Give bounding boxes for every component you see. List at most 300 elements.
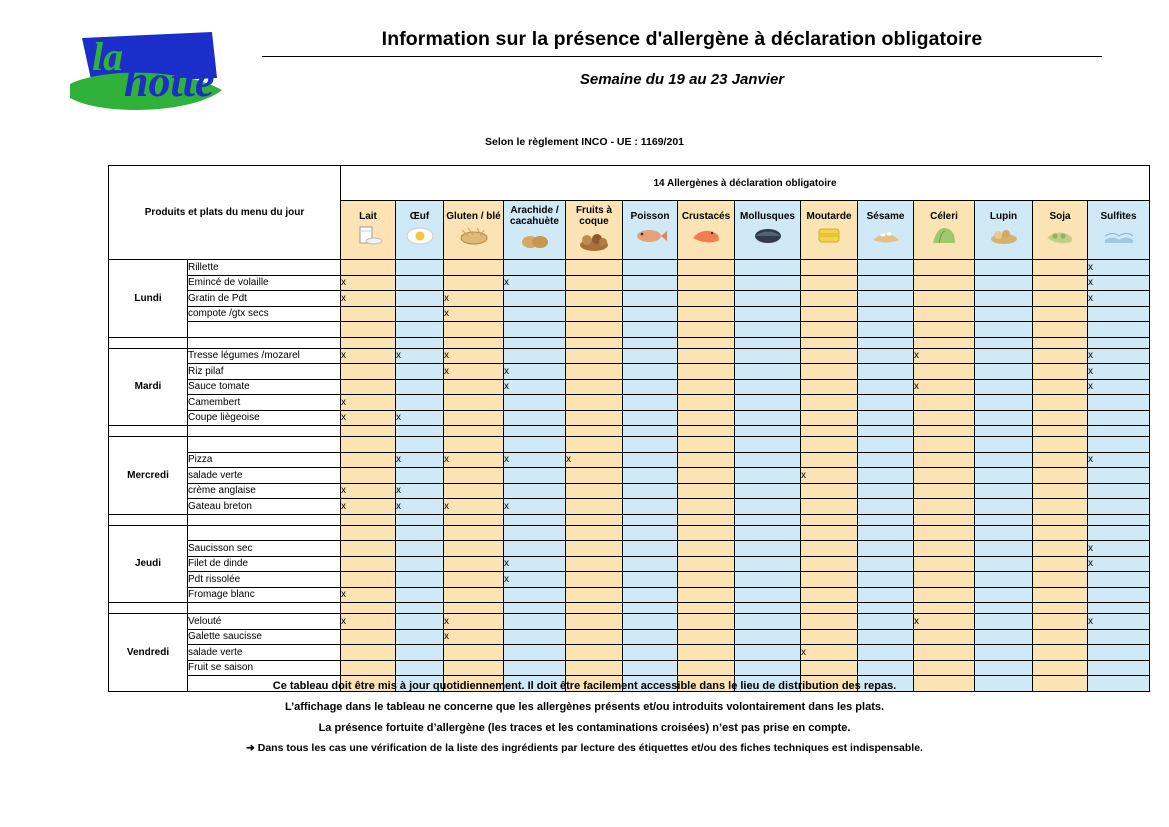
allergen-cell[interactable]: x	[341, 275, 396, 291]
allergen-cell[interactable]	[678, 587, 735, 603]
allergen-cell[interactable]	[975, 645, 1033, 661]
allergen-cell[interactable]	[566, 541, 623, 557]
allergen-cell[interactable]	[858, 660, 914, 676]
allergen-cell[interactable]	[801, 499, 858, 515]
allergen-cell[interactable]	[975, 260, 1033, 276]
allergen-cell[interactable]	[1088, 660, 1150, 676]
allergen-cell[interactable]	[1033, 483, 1088, 499]
allergen-cell[interactable]	[735, 437, 801, 453]
allergen-cell[interactable]: x	[504, 452, 566, 468]
allergen-cell[interactable]	[1033, 645, 1088, 661]
allergen-cell[interactable]	[1033, 410, 1088, 426]
allergen-cell[interactable]	[444, 322, 504, 338]
allergen-cell[interactable]	[623, 275, 678, 291]
allergen-cell[interactable]	[801, 364, 858, 380]
allergen-cell[interactable]	[678, 483, 735, 499]
allergen-cell[interactable]	[623, 348, 678, 364]
allergen-cell[interactable]	[678, 645, 735, 661]
allergen-cell[interactable]	[396, 572, 444, 588]
allergen-cell[interactable]: x	[444, 629, 504, 645]
allergen-cell[interactable]	[735, 572, 801, 588]
allergen-cell[interactable]	[623, 499, 678, 515]
allergen-cell[interactable]	[623, 614, 678, 630]
allergen-cell[interactable]	[858, 260, 914, 276]
allergen-cell[interactable]	[1033, 541, 1088, 557]
allergen-cell[interactable]	[623, 572, 678, 588]
allergen-cell[interactable]	[858, 483, 914, 499]
allergen-cell[interactable]	[623, 525, 678, 541]
allergen-cell[interactable]	[396, 306, 444, 322]
allergen-cell[interactable]	[504, 395, 566, 411]
allergen-cell[interactable]	[801, 306, 858, 322]
allergen-cell[interactable]	[623, 587, 678, 603]
allergen-cell[interactable]	[801, 348, 858, 364]
allergen-cell[interactable]	[914, 468, 975, 484]
allergen-cell[interactable]	[504, 348, 566, 364]
allergen-cell[interactable]	[566, 525, 623, 541]
allergen-cell[interactable]	[735, 348, 801, 364]
allergen-cell[interactable]	[735, 275, 801, 291]
allergen-cell[interactable]	[914, 541, 975, 557]
allergen-cell[interactable]: x	[801, 468, 858, 484]
allergen-cell[interactable]	[1088, 629, 1150, 645]
allergen-cell[interactable]: x	[396, 483, 444, 499]
allergen-cell[interactable]	[566, 645, 623, 661]
allergen-cell[interactable]	[444, 483, 504, 499]
allergen-cell[interactable]	[566, 556, 623, 572]
allergen-cell[interactable]	[1033, 556, 1088, 572]
allergen-cell[interactable]	[566, 468, 623, 484]
allergen-cell[interactable]	[444, 572, 504, 588]
allergen-cell[interactable]	[504, 306, 566, 322]
allergen-cell[interactable]	[735, 468, 801, 484]
allergen-cell[interactable]	[914, 306, 975, 322]
allergen-cell[interactable]	[396, 291, 444, 307]
allergen-cell[interactable]	[1088, 572, 1150, 588]
allergen-cell[interactable]	[678, 452, 735, 468]
allergen-cell[interactable]	[678, 437, 735, 453]
allergen-cell[interactable]: x	[444, 348, 504, 364]
allergen-cell[interactable]	[975, 348, 1033, 364]
allergen-cell[interactable]	[396, 525, 444, 541]
allergen-cell[interactable]	[341, 541, 396, 557]
allergen-cell[interactable]	[504, 468, 566, 484]
allergen-cell[interactable]	[735, 525, 801, 541]
allergen-cell[interactable]	[1088, 587, 1150, 603]
allergen-cell[interactable]: x	[341, 410, 396, 426]
allergen-cell[interactable]	[623, 291, 678, 307]
allergen-cell[interactable]	[396, 660, 444, 676]
allergen-cell[interactable]	[1033, 525, 1088, 541]
allergen-cell[interactable]	[735, 379, 801, 395]
allergen-cell[interactable]: x	[1088, 275, 1150, 291]
allergen-cell[interactable]	[801, 437, 858, 453]
allergen-cell[interactable]	[623, 260, 678, 276]
allergen-cell[interactable]	[566, 395, 623, 411]
allergen-cell[interactable]	[504, 629, 566, 645]
allergen-cell[interactable]	[975, 275, 1033, 291]
allergen-cell[interactable]	[566, 275, 623, 291]
allergen-cell[interactable]: x	[396, 499, 444, 515]
allergen-cell[interactable]	[975, 291, 1033, 307]
allergen-cell[interactable]	[623, 629, 678, 645]
allergen-cell[interactable]	[678, 379, 735, 395]
allergen-cell[interactable]	[341, 556, 396, 572]
allergen-cell[interactable]	[341, 660, 396, 676]
allergen-cell[interactable]	[735, 322, 801, 338]
allergen-cell[interactable]	[914, 645, 975, 661]
allergen-cell[interactable]	[858, 572, 914, 588]
allergen-cell[interactable]	[914, 629, 975, 645]
allergen-cell[interactable]	[623, 556, 678, 572]
allergen-cell[interactable]: x	[1088, 452, 1150, 468]
allergen-cell[interactable]	[678, 572, 735, 588]
allergen-cell[interactable]	[801, 483, 858, 499]
allergen-cell[interactable]	[444, 541, 504, 557]
allergen-cell[interactable]	[914, 275, 975, 291]
allergen-cell[interactable]	[858, 556, 914, 572]
allergen-cell[interactable]	[975, 437, 1033, 453]
allergen-cell[interactable]	[735, 291, 801, 307]
allergen-cell[interactable]	[1033, 660, 1088, 676]
allergen-cell[interactable]	[975, 541, 1033, 557]
allergen-cell[interactable]	[858, 614, 914, 630]
allergen-cell[interactable]	[678, 410, 735, 426]
allergen-cell[interactable]	[566, 291, 623, 307]
allergen-cell[interactable]	[566, 348, 623, 364]
allergen-cell[interactable]	[914, 556, 975, 572]
allergen-cell[interactable]: x	[914, 348, 975, 364]
allergen-cell[interactable]	[1033, 587, 1088, 603]
allergen-cell[interactable]: x	[444, 452, 504, 468]
allergen-cell[interactable]	[678, 525, 735, 541]
allergen-cell[interactable]	[858, 348, 914, 364]
allergen-cell[interactable]	[566, 437, 623, 453]
allergen-cell[interactable]	[504, 291, 566, 307]
allergen-cell[interactable]	[975, 452, 1033, 468]
allergen-cell[interactable]	[975, 587, 1033, 603]
allergen-cell[interactable]	[1033, 572, 1088, 588]
allergen-cell[interactable]: x	[504, 499, 566, 515]
allergen-cell[interactable]	[914, 260, 975, 276]
allergen-cell[interactable]	[975, 499, 1033, 515]
allergen-cell[interactable]	[1088, 499, 1150, 515]
allergen-cell[interactable]	[801, 587, 858, 603]
allergen-cell[interactable]	[623, 660, 678, 676]
allergen-cell[interactable]	[1088, 322, 1150, 338]
allergen-cell[interactable]	[566, 660, 623, 676]
allergen-cell[interactable]	[735, 364, 801, 380]
allergen-cell[interactable]: x	[341, 395, 396, 411]
allergen-cell[interactable]	[1033, 379, 1088, 395]
allergen-cell[interactable]	[801, 260, 858, 276]
allergen-cell[interactable]	[678, 306, 735, 322]
allergen-cell[interactable]	[801, 525, 858, 541]
allergen-cell[interactable]	[341, 322, 396, 338]
allergen-cell[interactable]	[678, 395, 735, 411]
allergen-cell[interactable]	[735, 395, 801, 411]
allergen-cell[interactable]	[623, 364, 678, 380]
allergen-cell[interactable]	[975, 322, 1033, 338]
allergen-cell[interactable]	[914, 525, 975, 541]
allergen-cell[interactable]	[566, 379, 623, 395]
allergen-cell[interactable]	[1033, 437, 1088, 453]
allergen-cell[interactable]	[801, 410, 858, 426]
allergen-cell[interactable]	[678, 468, 735, 484]
allergen-cell[interactable]	[623, 468, 678, 484]
allergen-cell[interactable]: x	[396, 410, 444, 426]
allergen-cell[interactable]	[1033, 468, 1088, 484]
allergen-cell[interactable]: x	[504, 556, 566, 572]
allergen-cell[interactable]	[801, 322, 858, 338]
allergen-cell[interactable]	[1088, 395, 1150, 411]
allergen-cell[interactable]	[566, 614, 623, 630]
allergen-cell[interactable]	[678, 348, 735, 364]
allergen-cell[interactable]	[566, 364, 623, 380]
allergen-cell[interactable]	[914, 587, 975, 603]
allergen-cell[interactable]	[678, 541, 735, 557]
allergen-cell[interactable]	[396, 379, 444, 395]
allergen-cell[interactable]	[735, 499, 801, 515]
allergen-cell[interactable]	[504, 614, 566, 630]
allergen-cell[interactable]: x	[566, 452, 623, 468]
allergen-cell[interactable]	[678, 660, 735, 676]
allergen-cell[interactable]	[858, 410, 914, 426]
allergen-cell[interactable]	[975, 306, 1033, 322]
allergen-cell[interactable]	[1033, 614, 1088, 630]
allergen-cell[interactable]	[341, 629, 396, 645]
allergen-cell[interactable]	[1088, 483, 1150, 499]
allergen-cell[interactable]	[341, 437, 396, 453]
allergen-cell[interactable]	[858, 379, 914, 395]
allergen-cell[interactable]: x	[504, 275, 566, 291]
allergen-cell[interactable]	[566, 499, 623, 515]
allergen-cell[interactable]	[858, 629, 914, 645]
allergen-cell[interactable]	[623, 322, 678, 338]
allergen-cell[interactable]	[975, 614, 1033, 630]
allergen-cell[interactable]	[735, 410, 801, 426]
allergen-cell[interactable]	[444, 525, 504, 541]
allergen-cell[interactable]	[341, 306, 396, 322]
allergen-cell[interactable]	[1088, 437, 1150, 453]
allergen-cell[interactable]	[735, 483, 801, 499]
allergen-cell[interactable]: x	[396, 452, 444, 468]
allergen-cell[interactable]: x	[1088, 291, 1150, 307]
allergen-cell[interactable]	[801, 556, 858, 572]
allergen-cell[interactable]	[623, 645, 678, 661]
allergen-cell[interactable]	[858, 306, 914, 322]
allergen-cell[interactable]	[735, 452, 801, 468]
allergen-cell[interactable]: x	[1088, 364, 1150, 380]
allergen-cell[interactable]	[858, 364, 914, 380]
allergen-cell[interactable]	[678, 291, 735, 307]
allergen-cell[interactable]	[858, 645, 914, 661]
allergen-cell[interactable]	[1033, 348, 1088, 364]
allergen-cell[interactable]	[504, 587, 566, 603]
allergen-cell[interactable]	[396, 614, 444, 630]
allergen-cell[interactable]	[566, 572, 623, 588]
allergen-cell[interactable]: x	[914, 379, 975, 395]
allergen-cell[interactable]	[914, 483, 975, 499]
allergen-cell[interactable]: x	[341, 587, 396, 603]
allergen-cell[interactable]	[341, 468, 396, 484]
allergen-cell[interactable]	[623, 306, 678, 322]
allergen-cell[interactable]	[396, 322, 444, 338]
allergen-cell[interactable]	[396, 437, 444, 453]
allergen-cell[interactable]	[341, 379, 396, 395]
allergen-cell[interactable]	[504, 660, 566, 676]
allergen-cell[interactable]	[444, 468, 504, 484]
allergen-cell[interactable]: x	[341, 483, 396, 499]
allergen-cell[interactable]	[801, 660, 858, 676]
allergen-cell[interactable]: x	[444, 499, 504, 515]
allergen-cell[interactable]	[975, 468, 1033, 484]
allergen-cell[interactable]: x	[341, 614, 396, 630]
allergen-cell[interactable]: x	[1088, 556, 1150, 572]
allergen-cell[interactable]	[678, 260, 735, 276]
allergen-cell[interactable]	[504, 483, 566, 499]
allergen-cell[interactable]	[678, 364, 735, 380]
allergen-cell[interactable]	[678, 275, 735, 291]
allergen-cell[interactable]	[975, 660, 1033, 676]
allergen-cell[interactable]	[444, 395, 504, 411]
allergen-cell[interactable]	[1033, 452, 1088, 468]
allergen-cell[interactable]	[975, 572, 1033, 588]
allergen-cell[interactable]	[341, 452, 396, 468]
allergen-cell[interactable]	[678, 629, 735, 645]
allergen-cell[interactable]	[1088, 306, 1150, 322]
allergen-cell[interactable]	[801, 291, 858, 307]
allergen-cell[interactable]	[504, 322, 566, 338]
allergen-cell[interactable]	[623, 410, 678, 426]
allergen-cell[interactable]	[735, 614, 801, 630]
allergen-cell[interactable]	[735, 587, 801, 603]
allergen-cell[interactable]	[1033, 364, 1088, 380]
allergen-cell[interactable]	[858, 322, 914, 338]
allergen-cell[interactable]	[975, 556, 1033, 572]
allergen-cell[interactable]: x	[504, 379, 566, 395]
allergen-cell[interactable]	[1033, 629, 1088, 645]
allergen-cell[interactable]	[396, 364, 444, 380]
allergen-cell[interactable]	[396, 629, 444, 645]
allergen-cell[interactable]	[341, 645, 396, 661]
allergen-cell[interactable]: x	[341, 499, 396, 515]
allergen-cell[interactable]	[1033, 395, 1088, 411]
allergen-cell[interactable]	[623, 483, 678, 499]
allergen-cell[interactable]	[858, 587, 914, 603]
allergen-cell[interactable]	[341, 572, 396, 588]
allergen-cell[interactable]	[444, 437, 504, 453]
allergen-cell[interactable]	[623, 379, 678, 395]
allergen-cell[interactable]: x	[504, 364, 566, 380]
allergen-cell[interactable]	[975, 629, 1033, 645]
allergen-cell[interactable]	[396, 468, 444, 484]
allergen-cell[interactable]	[341, 364, 396, 380]
allergen-cell[interactable]	[801, 614, 858, 630]
allergen-cell[interactable]	[858, 437, 914, 453]
allergen-cell[interactable]: x	[396, 348, 444, 364]
allergen-cell[interactable]	[858, 275, 914, 291]
allergen-cell[interactable]	[914, 572, 975, 588]
allergen-cell[interactable]	[735, 629, 801, 645]
allergen-cell[interactable]: x	[444, 306, 504, 322]
allergen-cell[interactable]	[444, 645, 504, 661]
allergen-cell[interactable]	[396, 260, 444, 276]
allergen-cell[interactable]: x	[1088, 614, 1150, 630]
allergen-cell[interactable]	[396, 275, 444, 291]
allergen-cell[interactable]	[858, 395, 914, 411]
allergen-cell[interactable]	[735, 645, 801, 661]
allergen-cell[interactable]	[801, 541, 858, 557]
allergen-cell[interactable]	[444, 410, 504, 426]
allergen-cell[interactable]	[396, 556, 444, 572]
allergen-cell[interactable]	[678, 322, 735, 338]
allergen-cell[interactable]: x	[444, 291, 504, 307]
allergen-cell[interactable]	[566, 587, 623, 603]
allergen-cell[interactable]	[623, 395, 678, 411]
allergen-cell[interactable]	[735, 660, 801, 676]
allergen-cell[interactable]	[735, 260, 801, 276]
allergen-cell[interactable]	[1033, 306, 1088, 322]
allergen-cell[interactable]	[1033, 260, 1088, 276]
allergen-cell[interactable]	[566, 410, 623, 426]
allergen-cell[interactable]	[1033, 499, 1088, 515]
allergen-cell[interactable]	[678, 556, 735, 572]
allergen-cell[interactable]: x	[801, 645, 858, 661]
allergen-cell[interactable]	[678, 499, 735, 515]
allergen-cell[interactable]	[341, 525, 396, 541]
allergen-cell[interactable]	[1033, 291, 1088, 307]
allergen-cell[interactable]	[444, 260, 504, 276]
allergen-cell[interactable]: x	[444, 364, 504, 380]
allergen-cell[interactable]	[444, 275, 504, 291]
allergen-cell[interactable]: x	[504, 572, 566, 588]
allergen-cell[interactable]	[396, 587, 444, 603]
allergen-cell[interactable]	[444, 660, 504, 676]
allergen-cell[interactable]	[1088, 468, 1150, 484]
allergen-cell[interactable]	[678, 614, 735, 630]
allergen-cell[interactable]	[801, 379, 858, 395]
allergen-cell[interactable]	[504, 541, 566, 557]
allergen-cell[interactable]	[623, 437, 678, 453]
allergen-cell[interactable]	[801, 629, 858, 645]
allergen-cell[interactable]	[396, 395, 444, 411]
allergen-cell[interactable]	[566, 629, 623, 645]
allergen-cell[interactable]: x	[444, 614, 504, 630]
allergen-cell[interactable]	[396, 541, 444, 557]
allergen-cell[interactable]	[858, 468, 914, 484]
allergen-cell[interactable]: x	[1088, 541, 1150, 557]
allergen-cell[interactable]	[975, 379, 1033, 395]
allergen-cell[interactable]	[396, 645, 444, 661]
allergen-cell[interactable]: x	[914, 614, 975, 630]
allergen-cell[interactable]	[858, 541, 914, 557]
allergen-cell[interactable]	[975, 483, 1033, 499]
allergen-cell[interactable]	[914, 322, 975, 338]
allergen-cell[interactable]	[858, 499, 914, 515]
allergen-cell[interactable]: x	[1088, 260, 1150, 276]
allergen-cell[interactable]	[1088, 525, 1150, 541]
allergen-cell[interactable]	[801, 452, 858, 468]
allergen-cell[interactable]	[914, 452, 975, 468]
allergen-cell[interactable]	[504, 525, 566, 541]
allergen-cell[interactable]	[1033, 275, 1088, 291]
allergen-cell[interactable]	[975, 364, 1033, 380]
allergen-cell[interactable]	[914, 395, 975, 411]
allergen-cell[interactable]: x	[1088, 348, 1150, 364]
allergen-cell[interactable]	[341, 260, 396, 276]
allergen-cell[interactable]	[914, 410, 975, 426]
